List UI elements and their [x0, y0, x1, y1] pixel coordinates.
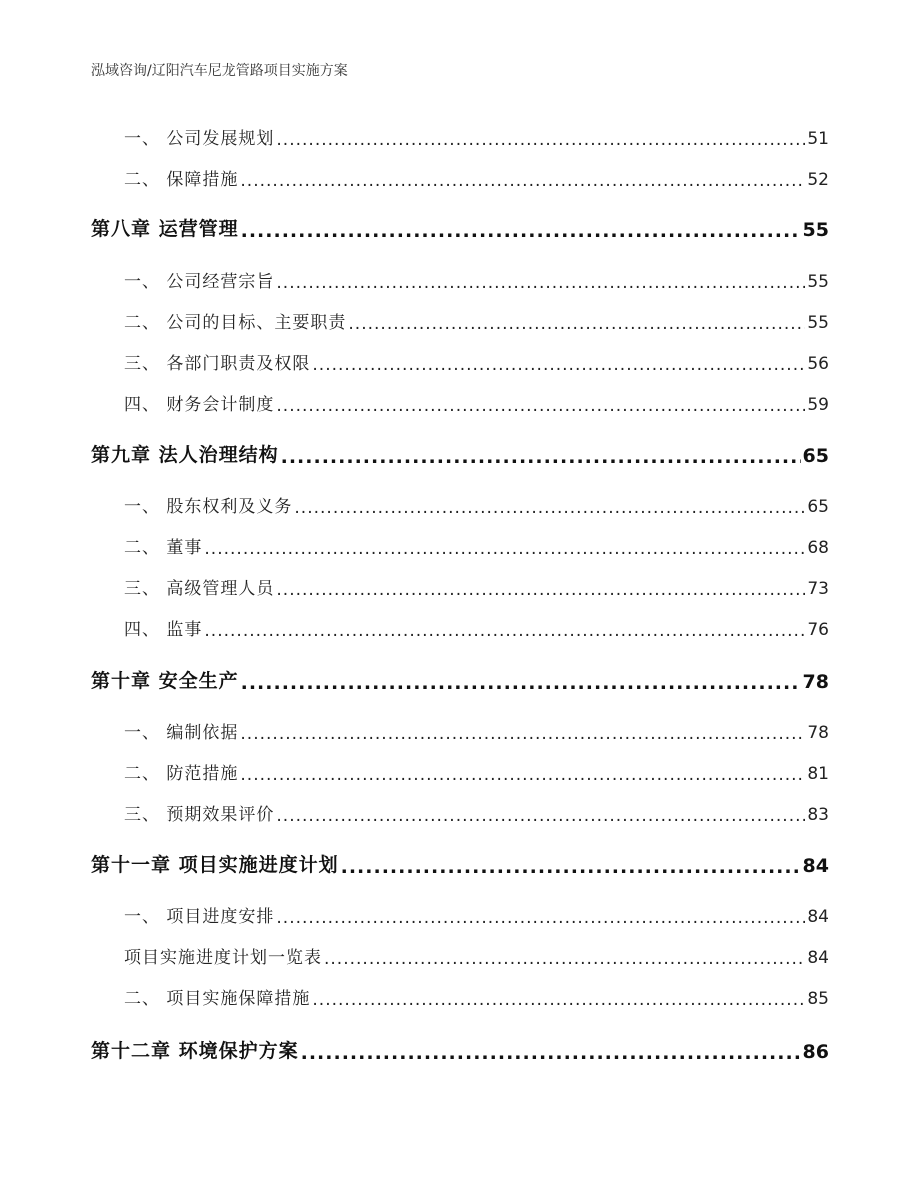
toc-chapter-page: 55 [802, 219, 829, 241]
toc-leader-dots [240, 767, 805, 784]
toc-leader-dots [341, 858, 801, 877]
toc-chapter-page: 86 [802, 1041, 829, 1063]
toc-entry[interactable] [91, 718, 829, 743]
toc-leader-dots [241, 674, 801, 693]
toc-entry-page: 81 [807, 764, 829, 784]
toc-chapter-entry[interactable] [91, 666, 829, 693]
toc-entry-page: 55 [807, 313, 829, 333]
toc-entry[interactable] [91, 308, 829, 333]
toc-entry[interactable] [91, 615, 829, 640]
toc-entry-page: 52 [807, 170, 829, 190]
toc-leader-dots [204, 541, 805, 558]
toc-entry-title: 二、 防范措施 [124, 764, 239, 784]
toc-entry-title: 一、 公司经营宗旨 [124, 272, 275, 292]
toc-leader-dots [240, 726, 805, 743]
toc-leader-dots [312, 992, 805, 1009]
toc-entry-title: 二、 项目实施保障措施 [124, 989, 311, 1009]
toc-entry-title: 四、 财务会计制度 [124, 395, 275, 415]
toc-entry[interactable] [91, 165, 829, 190]
toc-leader-dots [241, 222, 801, 241]
toc-entry-page: 76 [807, 620, 829, 640]
toc-entry[interactable] [91, 349, 829, 374]
toc-leader-dots [294, 500, 805, 517]
toc-entry[interactable] [91, 759, 829, 784]
toc-entry-title: 一、 编制依据 [124, 723, 239, 743]
toc-leader-dots [276, 275, 805, 292]
toc-entry-page: 55 [807, 272, 829, 292]
toc-entry[interactable] [91, 800, 829, 825]
toc-entry-page: 65 [807, 497, 829, 517]
toc-chapter-title: 第九章 法人治理结构 [91, 444, 279, 466]
toc-leader-dots [276, 808, 805, 825]
toc-entry[interactable] [91, 492, 829, 517]
toc-entry-title: 二、 公司的目标、主要职责 [124, 313, 347, 333]
toc-chapter-title: 第十章 安全生产 [91, 670, 239, 692]
toc-entry-page: 59 [807, 395, 829, 415]
running-header: 泓域咨询/辽阳汽车尼龙管路项目实施方案 [91, 63, 348, 79]
toc-chapter-page: 78 [802, 671, 829, 693]
toc-entry-title: 二、 董事 [124, 538, 203, 558]
toc-entry-title: 一、 公司发展规划 [124, 129, 275, 149]
toc-entry[interactable] [91, 390, 829, 415]
toc-leader-dots [312, 357, 805, 374]
toc-chapter-entry[interactable] [91, 1036, 829, 1063]
toc-entry[interactable] [91, 943, 829, 968]
toc-leader-dots [281, 448, 801, 467]
toc-chapter-page: 84 [802, 855, 829, 877]
toc-entry[interactable] [91, 533, 829, 558]
toc-leader-dots [276, 132, 805, 149]
toc-entry-page: 56 [807, 354, 829, 374]
toc-leader-dots [324, 951, 805, 968]
toc-leader-dots [276, 398, 805, 415]
toc-entry-page: 73 [807, 579, 829, 599]
toc-entry-title: 一、 股东权利及义务 [124, 497, 293, 517]
toc-chapter-entry[interactable] [91, 440, 829, 467]
toc-entry-page: 51 [807, 129, 829, 149]
toc-entry-title: 一、 项目进度安排 [124, 907, 275, 927]
toc-leader-dots [240, 173, 805, 190]
toc-chapter-title: 第十一章 项目实施进度计划 [91, 854, 339, 876]
toc-entry[interactable] [91, 574, 829, 599]
toc-leader-dots [301, 1044, 801, 1063]
toc-entry-page: 84 [807, 948, 829, 968]
toc-entry[interactable] [91, 267, 829, 292]
toc-entry-page: 84 [807, 907, 829, 927]
toc-leader-dots [276, 582, 805, 599]
toc-entry-title: 三、 各部门职责及权限 [124, 354, 311, 374]
toc-leader-dots [204, 623, 805, 640]
toc-chapter-page: 65 [802, 445, 829, 467]
toc-entry-page: 85 [807, 989, 829, 1009]
toc-entry-title: 三、 高级管理人员 [124, 579, 275, 599]
toc-leader-dots [348, 316, 805, 333]
toc-chapter-title: 第八章 运营管理 [91, 218, 239, 240]
toc-entry-title: 四、 监事 [124, 620, 203, 640]
toc-entry-page: 78 [807, 723, 829, 743]
toc-entry-title: 二、 保障措施 [124, 170, 239, 190]
toc-entry[interactable] [91, 124, 829, 149]
toc-entry-title: 三、 预期效果评价 [124, 805, 275, 825]
toc-chapter-entry[interactable] [91, 850, 829, 877]
toc-entry-page: 83 [807, 805, 829, 825]
toc-entry-page: 68 [807, 538, 829, 558]
toc-leader-dots [276, 910, 805, 927]
toc-entry[interactable] [91, 902, 829, 927]
toc-entry[interactable] [91, 984, 829, 1009]
toc-entry-title: 项目实施进度计划一览表 [124, 948, 322, 968]
toc-chapter-entry[interactable] [91, 214, 829, 241]
toc-chapter-title: 第十二章 环境保护方案 [91, 1040, 299, 1062]
